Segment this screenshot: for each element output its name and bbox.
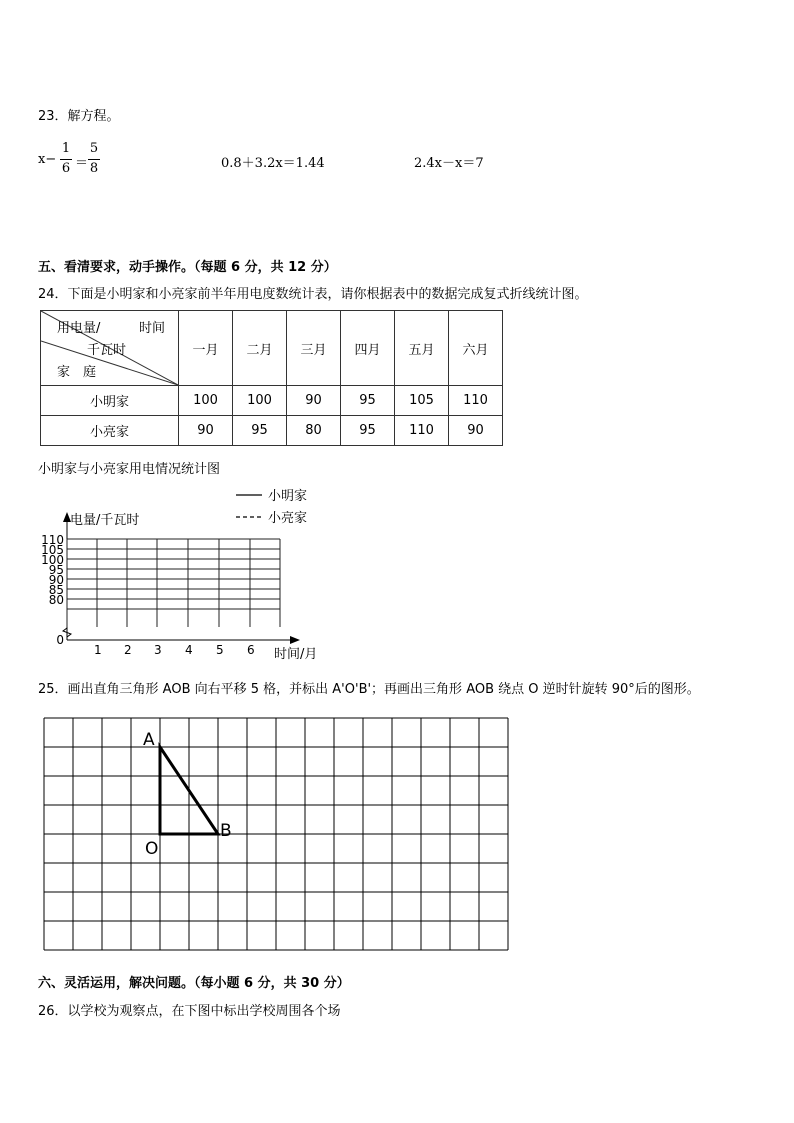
diag-label-usage: 用电量/	[57, 321, 101, 336]
eq1-num2: 5	[89, 141, 99, 156]
eq1-den2: 8	[89, 161, 99, 176]
x-axis-arrow	[290, 636, 300, 644]
q26-title: 26．以学校为观察点，在下图中标出学校周围各个场	[38, 1004, 341, 1019]
diag-label-family: 家 庭	[57, 365, 97, 380]
y-tick-label: 85	[48, 583, 64, 597]
table-cell: 80	[287, 416, 341, 446]
eq1-num1: 1	[61, 141, 71, 156]
point-label-o: O	[145, 839, 159, 859]
chart-yticks	[41, 533, 64, 647]
eq1-den1: 6	[61, 161, 71, 176]
x-tick-label: 6	[247, 643, 255, 657]
table-cell: 110	[449, 386, 503, 416]
y-tick-label: 105	[41, 543, 64, 557]
square-grid	[0, 710, 794, 960]
y-tick-label: 90	[48, 573, 64, 587]
eq1-fraction-bar-2	[88, 159, 100, 160]
table-cell: 95	[341, 416, 395, 446]
grid-lines	[44, 718, 508, 950]
table-row	[41, 416, 503, 446]
row-label: 小明家	[41, 386, 179, 416]
month-header: 一月	[179, 311, 233, 386]
table-cell: 90	[287, 386, 341, 416]
q25-title: 25．画出直角三角形 AOB 向右平移 5 格，并标出 A'O'B'；再画出三角形 AOB 绕点 O 逆时针旋转 90°后的图形。	[38, 682, 700, 697]
table-cell: 110	[395, 416, 449, 446]
section-6-heading: 六、灵活运用，解决问题。（每小题 6 分，共 30 分）	[38, 976, 350, 991]
legend-xiaoming: 小明家	[268, 489, 308, 504]
month-header: 六月	[449, 311, 503, 386]
table-cell: 95	[233, 416, 287, 446]
table-cell: 105	[395, 386, 449, 416]
y-tick-label: 100	[41, 553, 64, 567]
equation-2: 0.8＋3.2x＝1.44	[221, 156, 325, 171]
y-tick-label: 110	[41, 533, 64, 547]
line-chart	[0, 480, 794, 670]
electricity-table	[40, 310, 503, 446]
diag-label-kwh: 千瓦时	[87, 343, 127, 358]
chart-grid	[67, 539, 280, 627]
table-cell: 90	[179, 416, 233, 446]
section-5-heading: 五、看清要求，动手操作。（每题 6 分，共 12 分）	[38, 260, 337, 275]
table-cell: 100	[233, 386, 287, 416]
table-header-diagonal-cell	[41, 311, 179, 386]
table-cell: 95	[341, 386, 395, 416]
y-tick-label: 80	[48, 593, 64, 607]
x-tick-label: 2	[124, 643, 132, 657]
x-axis-label: 时间/月	[274, 647, 318, 662]
q23-title: 23．解方程。	[38, 109, 120, 124]
chart-title: 小明家与小亮家用电情况统计图	[38, 462, 221, 477]
diag-label-time: 时间	[139, 321, 166, 336]
q24-title: 24．下面是小明家和小亮家前半年用电度数统计表，请你根据表中的数据完成复式折线统计图。	[38, 287, 588, 302]
table-row	[41, 386, 503, 416]
equation-3: 2.4x－x＝7	[414, 156, 484, 171]
x-tick-label: 5	[216, 643, 224, 657]
month-header: 四月	[341, 311, 395, 386]
eq1-lhs: x−	[38, 152, 57, 167]
eq1-fraction-bar-1	[60, 159, 72, 160]
x-tick-label: 1	[94, 643, 102, 657]
point-label-a: A	[143, 730, 155, 750]
row-label: 小亮家	[41, 416, 179, 446]
x-tick-label: 4	[185, 643, 193, 657]
point-label-b: B	[220, 821, 232, 841]
y-tick-label: 0	[56, 633, 64, 647]
table-cell: 100	[179, 386, 233, 416]
month-header: 五月	[395, 311, 449, 386]
legend-xiaoliang: 小亮家	[268, 511, 308, 526]
x-tick-label: 3	[154, 643, 162, 657]
eq1-equals: ＝	[75, 156, 89, 171]
month-header: 二月	[233, 311, 287, 386]
chart-xticks	[94, 643, 255, 657]
month-header: 三月	[287, 311, 341, 386]
table-cell: 90	[449, 416, 503, 446]
y-axis-label: 电量/千瓦时	[70, 513, 140, 528]
y-tick-label: 95	[48, 563, 64, 577]
